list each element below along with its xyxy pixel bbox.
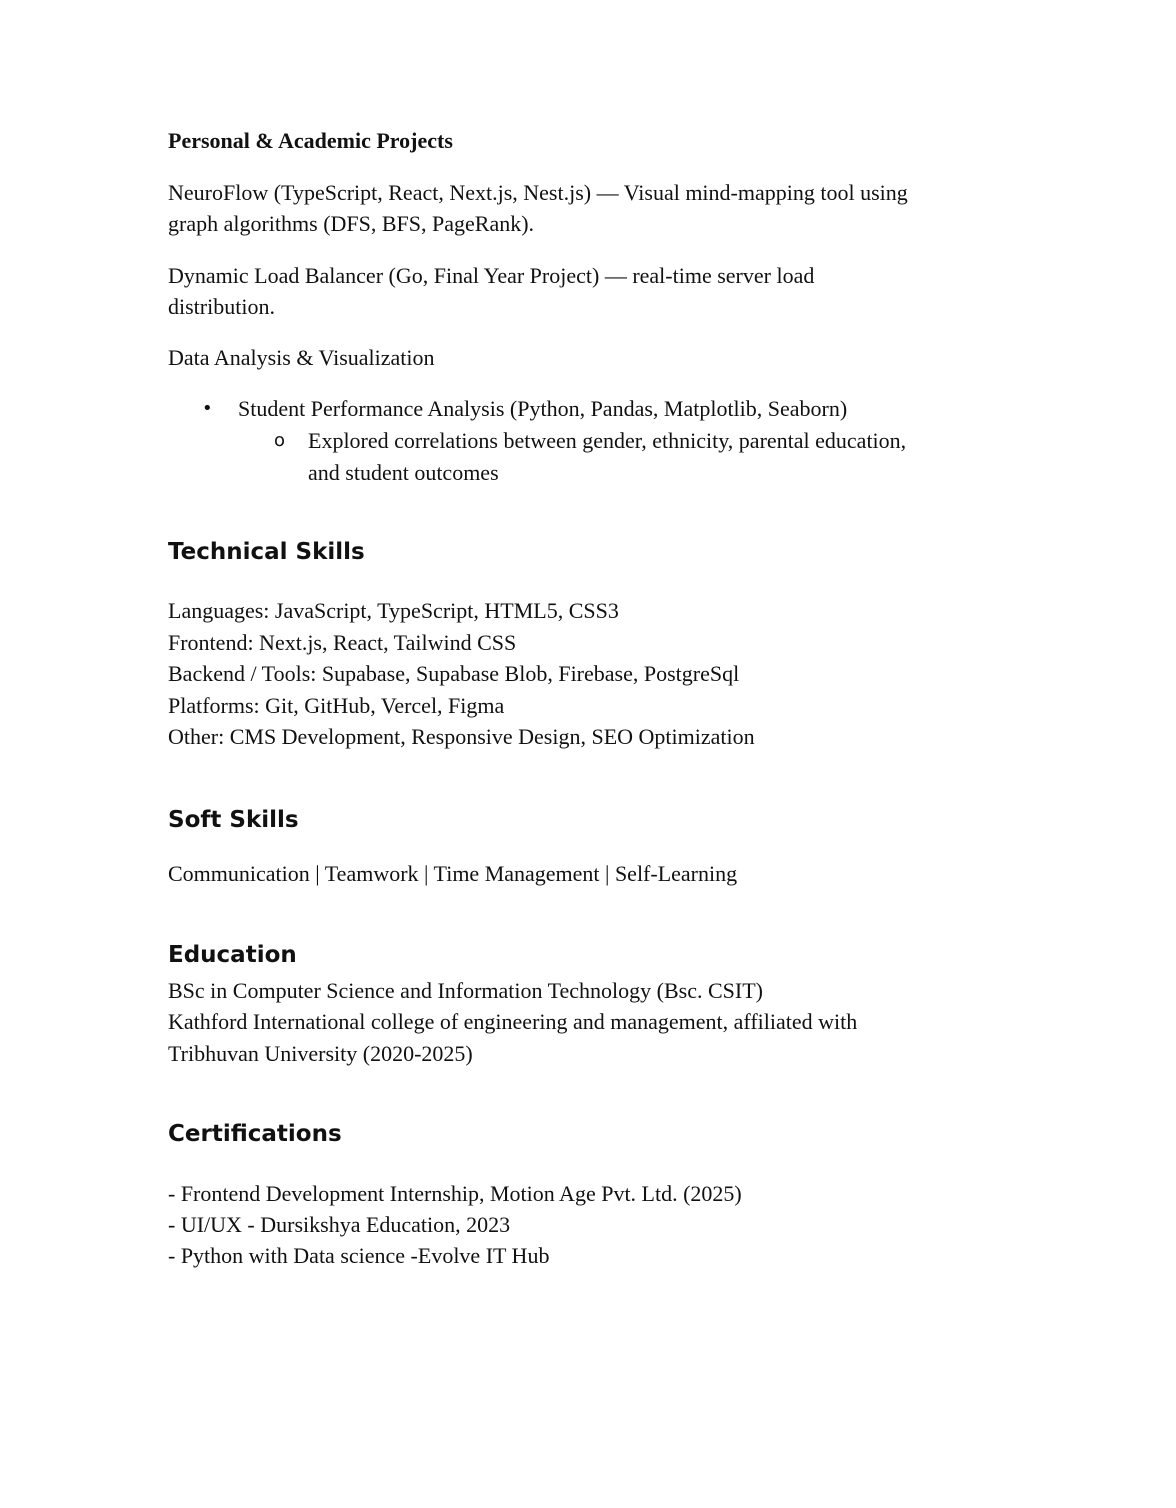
bullet-icon: • (202, 398, 213, 419)
student-performance-item: Student Performance Analysis (Python, Pandas, Matplotlib, Seaborn) (238, 396, 848, 421)
certification-item: - Python with Data science -Evolve IT Hub (168, 1243, 550, 1268)
projects-heading: Personal & Academic Projects (168, 128, 453, 153)
load-balancer-project-line-1: Dynamic Load Balancer (Go, Final Year Project) — real-time server load (168, 263, 815, 288)
education-college-line-1: Kathford International college of engineering and management, affiliated with (168, 1009, 858, 1034)
sub-bullet-icon: o (274, 430, 286, 451)
student-sub-item-line-2: and student outcomes (308, 460, 499, 485)
education-college-line-2: Tribhuvan University (2020-2025) (168, 1041, 473, 1066)
education-heading: Education (168, 942, 297, 968)
skills-languages: Languages: JavaScript, TypeScript, HTML5, CSS3 (168, 598, 619, 623)
skills-platforms: Platforms: Git, GitHub, Vercel, Figma (168, 693, 505, 718)
certifications-heading: Certifications (168, 1121, 342, 1147)
technical-skills-heading: Technical Skills (168, 539, 365, 565)
certification-item: - UI/UX - Dursikshya Education, 2023 (168, 1212, 511, 1237)
skills-other: Other: CMS Development, Responsive Design, SEO Optimization (168, 724, 755, 749)
soft-skills-text: Communication | Teamwork | Time Management | Self-Learning (168, 861, 738, 886)
neuroflow-project-line-2: graph algorithms (DFS, BFS, PageRank). (168, 211, 535, 236)
data-analysis-title: Data Analysis & Visualization (168, 345, 435, 370)
soft-skills-heading: Soft Skills (168, 807, 299, 833)
education-degree: BSc in Computer Science and Information Technology (Bsc. CSIT) (168, 978, 763, 1003)
student-sub-item-line-1: Explored correlations between gender, ethnicity, parental education, (308, 428, 907, 453)
skills-frontend: Frontend: Next.js, React, Tailwind CSS (168, 630, 517, 655)
skills-backend-tools: Backend / Tools: Supabase, Supabase Blob, Firebase, PostgreSql (168, 661, 740, 686)
load-balancer-project-line-2: distribution. (168, 294, 275, 319)
neuroflow-project-line-1: NeuroFlow (TypeScript, React, Next.js, Nest.js) — Visual mind-mapping tool using (168, 180, 908, 205)
certification-item: - Frontend Development Internship, Motion Age Pvt. Ltd. (2025) (168, 1181, 742, 1206)
